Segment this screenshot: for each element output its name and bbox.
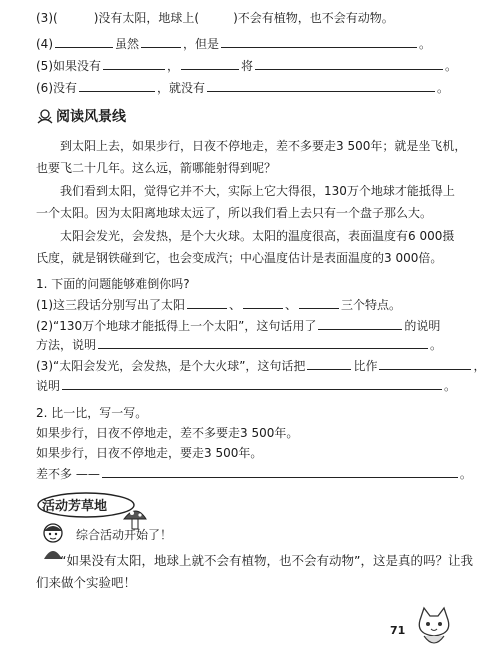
q1a-blank-2[interactable] bbox=[243, 297, 283, 309]
passage-line: 太阳会发光，会发热，是个大火球。太阳的温度很高，表面温度有6 000摄 bbox=[60, 229, 455, 243]
item-4 bbox=[36, 36, 431, 52]
activity-text-line-2: 们来做个实验吧！ bbox=[36, 575, 137, 590]
q1c-mid: 比作 bbox=[353, 359, 378, 373]
item4-text-b: 虽然 bbox=[115, 37, 140, 51]
q1-item-1 bbox=[36, 297, 401, 313]
passage-line: 氏度，就是钢铁碰到它，也会变成汽；中心温度估计是表面温度的3 000倍。 bbox=[36, 251, 443, 265]
item4-text-a: (4) bbox=[36, 37, 53, 51]
q1a-sep-1: 、 bbox=[229, 298, 242, 312]
q1a-blank-1[interactable] bbox=[187, 297, 227, 309]
q1b-blank-1[interactable] bbox=[318, 318, 402, 330]
page-number: 71 bbox=[390, 624, 406, 637]
item6-text-a: (6)没有 bbox=[36, 81, 77, 95]
q1a-text: (1)这三段话分别写出了太阳 bbox=[36, 298, 185, 312]
q1b-blank-2[interactable] bbox=[98, 337, 428, 349]
item-5 bbox=[36, 58, 457, 74]
q1a-end: 三个特点。 bbox=[341, 298, 402, 312]
item5-end: 。 bbox=[445, 59, 458, 73]
q1a-sep-2: 、 bbox=[285, 298, 298, 312]
activity-intro: 综合活动开始了！ bbox=[76, 528, 173, 542]
item3-text-a: (3)( bbox=[36, 11, 58, 25]
item5-text-b: ， bbox=[167, 59, 180, 73]
section-title-text: 阅读风景线 bbox=[56, 109, 126, 125]
q1c-blank-3[interactable] bbox=[62, 378, 442, 390]
q2-sentence-1: 如果步行，日夜不停地走，差不多要走3 500年。 bbox=[36, 426, 299, 440]
item3-text-b: )没有太阳，地球上( bbox=[93, 11, 200, 25]
item6-blank-2[interactable] bbox=[207, 80, 435, 92]
activity-text-line-1: “如果没有太阳，地球上就不会有植物，也不会有动物”，这是真的吗？让我 bbox=[60, 553, 473, 568]
q1c-end: ， bbox=[473, 359, 486, 373]
item6-blank-1[interactable] bbox=[79, 80, 155, 92]
passage-line: 到太阳上去，如果步行，日夜不停地走，差不多要走3 500年；就是坐飞机， bbox=[60, 139, 467, 153]
q1a-blank-3[interactable] bbox=[299, 297, 339, 309]
q1-item-3-line-1 bbox=[36, 358, 485, 374]
q1-item-2-line-1 bbox=[36, 318, 440, 334]
passage-line: 我们看到太阳，觉得它并不大，实际上它大得很，130万个地球才能抵得上 bbox=[60, 184, 455, 198]
q2-prompt: 差不多 —— bbox=[36, 467, 100, 481]
q2-answer-line bbox=[36, 466, 472, 482]
item5-blank-3[interactable] bbox=[255, 58, 443, 70]
q1b-text: (2)“130万个地球才能抵得上一个太阳”，这句话用了 bbox=[36, 319, 317, 333]
item4-blank-2[interactable] bbox=[141, 36, 181, 48]
q1c2-text: 说明 bbox=[36, 379, 61, 393]
reader-icon bbox=[36, 108, 54, 124]
item-3 bbox=[36, 10, 394, 26]
q1c2-end: 。 bbox=[444, 379, 457, 393]
item6-text-b: ，就没有 bbox=[157, 81, 206, 95]
passage-line: 一个太阳。因为太阳离地球太远了，所以我们看上去只有一个盘子那么大。 bbox=[36, 206, 433, 220]
q2-blank[interactable] bbox=[102, 466, 458, 478]
item4-text-c: ，但是 bbox=[183, 37, 220, 51]
q1-item-3-line-2 bbox=[36, 378, 456, 394]
item5-text-a: (5)如果没有 bbox=[36, 59, 101, 73]
q2-sentence-2: 如果步行，日夜不停地走，要走3 500年。 bbox=[36, 446, 263, 460]
item4-end: 。 bbox=[419, 37, 432, 51]
item4-blank-1[interactable] bbox=[55, 36, 113, 48]
section-title bbox=[36, 108, 126, 126]
question-2-heading: 2. 比一比，写一写。 bbox=[36, 406, 148, 420]
q1-item-2-line-2 bbox=[36, 337, 442, 353]
item-6 bbox=[36, 80, 449, 96]
q1c-blank-2[interactable] bbox=[379, 358, 471, 370]
q1c-text: (3)“太阳会发光，会发热，是个大火球”，这句话把 bbox=[36, 359, 306, 373]
item5-blank-2[interactable] bbox=[181, 58, 239, 70]
cat-mascot-icon bbox=[414, 606, 454, 652]
item6-end: 。 bbox=[437, 81, 450, 95]
q2-end: 。 bbox=[459, 467, 472, 481]
item3-text-c: )不会有植物，也不会有动物。 bbox=[233, 11, 394, 25]
q1c-blank-1[interactable] bbox=[307, 358, 351, 370]
q1b2-text: 方法，说明 bbox=[36, 338, 97, 352]
q1b2-end: 。 bbox=[430, 338, 443, 352]
activity-banner-text: 活动芳草地 bbox=[42, 499, 108, 514]
q1b-end: 的说明 bbox=[404, 319, 441, 333]
question-1-heading: 1. 下面的问题能够难倒你吗? bbox=[36, 277, 190, 291]
passage-line: 也要飞二十几年。这么远，箭哪能射得到呢？ bbox=[36, 161, 277, 175]
item5-text-c: 将 bbox=[241, 59, 254, 73]
item4-blank-3[interactable] bbox=[221, 36, 417, 48]
item5-blank-1[interactable] bbox=[103, 58, 165, 70]
